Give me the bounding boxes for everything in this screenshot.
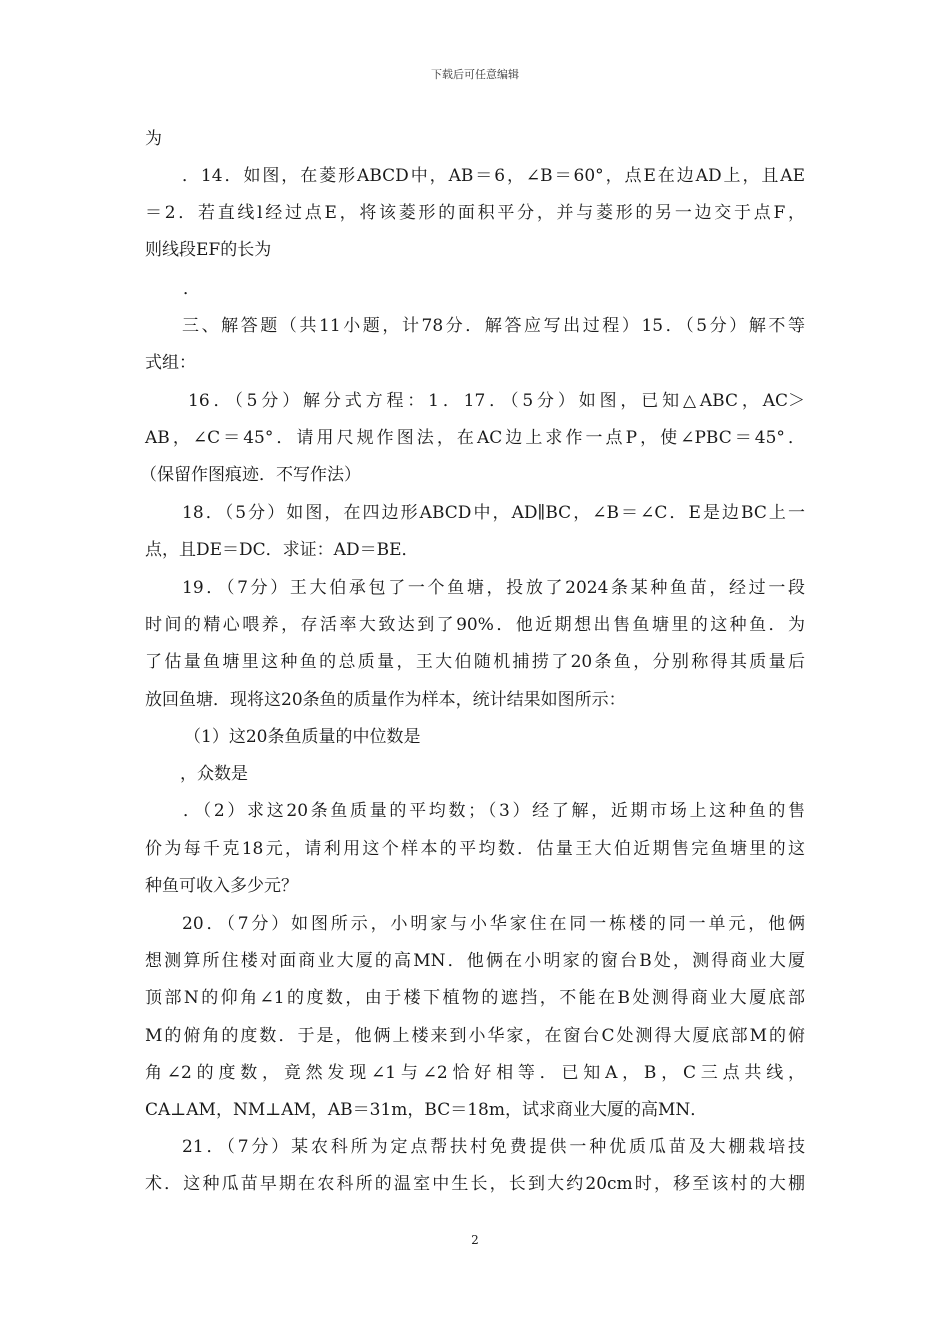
text-line: 时间的精心喂养，存活率大致达到了90%．他近期想出售鱼塘里的这种鱼．为: [145, 615, 805, 635]
page-header: 下载后可任意编辑: [431, 68, 519, 81]
text-line: 价为每千克18元，请利用这个样本的平均数．估量王大伯近期售完鱼塘里的这: [145, 839, 805, 859]
text-line: 术．这种瓜苗早期在农科所的温室中生长，长到大约20cm时，移至该村的大棚: [145, 1174, 805, 1194]
text-line: M的俯角的度数．于是，他俩上楼来到小华家，在窗台C处测得大厦底部M的俯: [145, 1026, 805, 1046]
text-line: 三、解答题（共11小题，计78分．解答应写出过程）15．（5分）解不等: [182, 316, 805, 336]
text-line: 18．（5分）如图，在四边形ABCD中，AD∥BC，∠B＝∠C．E是边BC上一: [182, 503, 805, 523]
text-line: 则线段EF的长为: [145, 240, 272, 260]
text-line: 21．（7分）某农科所为定点帮扶村免费提供一种优质瓜苗及大棚栽培技: [182, 1137, 805, 1157]
text-line: （保留作图痕迹．不写作法）: [140, 465, 361, 485]
text-line: 想测算所住楼对面商业大厦的高MN．他俩在小明家的窗台B处，测得商业大厦: [145, 951, 805, 971]
text-line: 16．（5分）解分式方程：1．17．（5分）如图，已知△ABC，AC＞: [188, 391, 805, 411]
text-line: ．: [183, 279, 200, 299]
text-line: CA⊥AM，NM⊥AM，AB＝31m，BC＝18m，试求商业大厦的高MN．: [145, 1100, 708, 1120]
text-line: （1）这20条鱼质量的中位数是: [184, 727, 421, 747]
text-line: 了估量鱼塘里这种鱼的总质量，王大伯随机捕捞了20条鱼，分别称得其质量后: [145, 652, 805, 672]
text-line: AB，∠C＝45°．请用尺规作图法，在AC边上求作一点P，使∠PBC＝45°．: [145, 428, 805, 448]
text-line: 20．（7分）如图所示，小明家与小华家住在同一栋楼的同一单元，他俩: [182, 914, 805, 934]
text-line: 放回鱼塘．现将这20条鱼的质量作为样本，统计结果如图所示：: [145, 690, 626, 710]
text-line: ＝2．若直线l经过点E，将该菱形的面积平分，并与菱形的另一边交于点F，: [145, 203, 805, 223]
text-line: 种鱼可收入多少元？: [145, 876, 298, 896]
text-line: 顶部N的仰角∠1的度数，由于楼下植物的遮挡，不能在B处测得商业大厦底部: [145, 988, 805, 1008]
text-line: ．（2）求这20条鱼质量的平均数；（3）经了解，近期市场上这种鱼的售: [183, 801, 805, 821]
page-number: 2: [471, 1233, 479, 1247]
text-line: ．14．如图，在菱形ABCD中，AB＝6，∠B＝60°，点E在边AD上，且AE: [182, 166, 805, 186]
text-line: 式组：: [145, 353, 196, 373]
text-line: ，众数是: [180, 764, 248, 784]
text-line: 点，且DE＝DC．求证：AD＝BE．: [145, 540, 419, 560]
text-line: 为: [145, 129, 162, 149]
text-line: 19．（7分）王大伯承包了一个鱼塘，投放了2024条某种鱼苗，经过一段: [182, 578, 805, 598]
text-line: 角∠2的度数，竟然发现∠1与∠2恰好相等．已知A，B，C三点共线，: [145, 1063, 805, 1083]
